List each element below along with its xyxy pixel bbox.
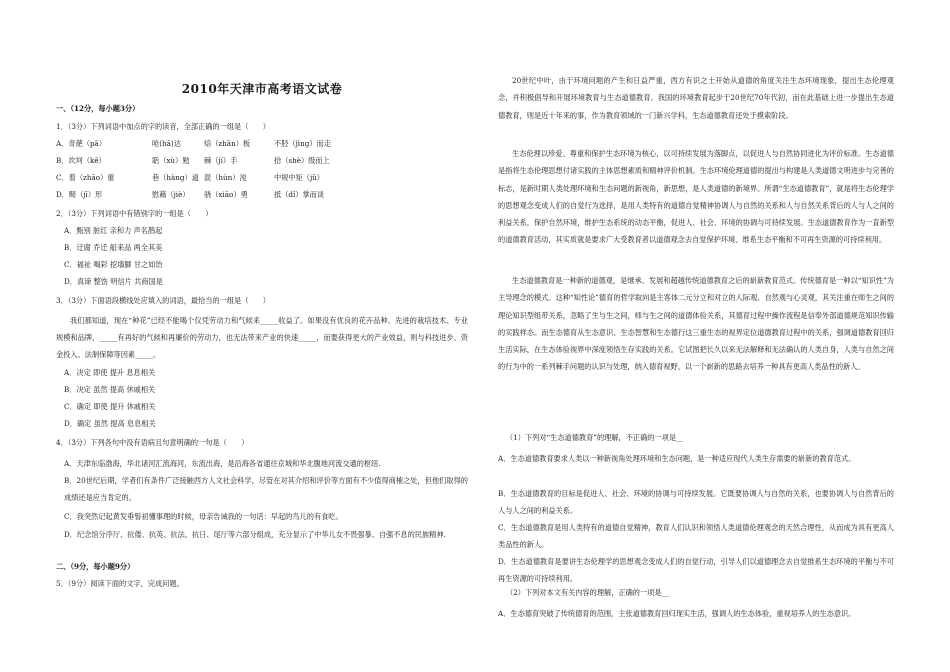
question-1-row-d — [56, 190, 324, 200]
sub-question-1-option-a: A．生态道德教育要求人类以一种新视角处理环境和生态问题，是一种适应现代人类生存需要的崭新的教育范式。 — [498, 454, 856, 463]
q1-c-2: 巷（hàng）道 — [152, 173, 199, 182]
question-2-option-b: B．迂腐 乔迁 船来品 两全其美 — [64, 243, 163, 252]
question-3-option-d: D．确定 虽然 提高 息息相关 — [64, 419, 156, 428]
q1-b-3: 棘（jí）手 — [204, 156, 238, 165]
q1-b-4: 拾（shè）级而上 — [274, 156, 330, 165]
q1-b-2: 聒（xù）勉 — [152, 156, 190, 165]
question-3-option-b: B．决定 虽然 提高 休戚相关 — [64, 385, 156, 394]
question-1-row-a — [56, 139, 331, 149]
sub-question-1-option-c: C．生态道德教育是用人类特有的道德自觉精神，教育人们认识和领悟人类道德伦理观念的天然合理性，从而成为具有更高人类品性的新人。 — [498, 523, 894, 549]
section-2-heading: 二、（9分，每小题9分） — [56, 562, 135, 571]
question-3-option-c: C．确定 即使 提升 休戚相关 — [64, 402, 156, 411]
question-4-option-c: C．我突然记起黄发垂髫初懂事理的时候，母亲告诫我的一句话：早起的鸟儿的有食吃。 — [64, 512, 343, 521]
sub-question-1-option-d: D．生态道德教育是要讲生态伦理学的思想观念变成人们的自觉行动，引导人们以道德理念去自觉推系生态环境的平衡与不可再生资源的可持续利用。 — [498, 557, 894, 583]
question-2-stem: 2．（3分）下列词语中有错别字的一组是（ ） — [56, 209, 213, 218]
passage-paragraph-2: 生态伦理以珍爱、尊重和保护生态环境为核心，以可持续发展为落脚点，以促进人与自然协同进化为评价标准。生态道德是指将生态伦理思想付诸实践的主体思想素质和精神评价机制。生态环境伦理道德的提出与构建是人类道德文明进步与完善的标志，是新时期人类处理环境和生态问题的新视角，新思想，是人类道德的新境界。所谓“生态道德教育”，就是将生态伦理学的思想观念变成人们的自觉行为选择，是用人类特有的道德自觉精神协调人与自然的关系和人与自然关系背后的人与人之间的利益关系，保护自然环境，维护生态系统的动态平衡，促进人、社会、环境的协调与可持续发展。生态道德教育作为一直新型的道德教育活动，其实质就是要求广大受教育者以道德观念去自觉保护环境、维系生态平衡和不可再生资源的可持续利用。 — [498, 149, 894, 245]
question-5-stem: 5．（9分）阅读下面的文字，完成问题。 — [56, 579, 184, 588]
question-4-stem: 4．（3分）下列各句中没有语病且句意明确的一句是（ ） — [56, 438, 249, 447]
sub-question-2-stem: （2）下列对本文有关内容的理解，正确的一项是__ — [506, 588, 669, 597]
sub-question-2-option-a: A．生态德育突破了传统德育的范围，主张道德教育回归现实生活，强调人的生态体验，重视培养人的生态意识。 — [498, 609, 856, 618]
passage-paragraph-1: 20世纪中叶，由于环境问题的产生和日益严重，西方有识之士开始从道德的角度关注生态环境现象，提出生态伦理观念，并积极倡导和开展环境教育与生态道德教育。我国的环境教育起步于20世纪70年代初，而在此基础上进一步提出生态道德教育，则是近十年来的事，作为教育领域的一门新兴学科，生态道德教育还处于摸索阶段。 — [498, 76, 894, 120]
q1-a-1: A．奇葩（pā） — [56, 139, 107, 148]
q1-b-1: B．坎坷（kě） — [56, 156, 106, 165]
question-3-option-a: A．决定 即使 提升 息息相关 — [64, 368, 156, 377]
sub-question-1-stem: （1）下列对“生态道德教育”的理解，不正确的一项是__ — [506, 433, 684, 442]
q1-d-1: D．畸（jī）形 — [56, 190, 103, 199]
question-2-option-a: A．甄别 脏红 亲和力 声名鹊起 — [64, 226, 163, 235]
question-1-stem: 1．（3分）下列词语中加点的字的读音，全部正确的一组是（ ） — [56, 122, 270, 131]
section-1-heading: 一、（12分，每小题3分） — [56, 104, 140, 113]
question-4-option-b: B．20世纪后期，学者们有条件广泛接触西方人文社会科学，尽管在对其介绍和评价等方面有不少值得商榷之处，但他们取得的成绩还是应当肯定的。 — [64, 476, 468, 502]
passage-paragraph-3: 生态道德教育是一种新的道德观，是继承、发展和超越传统道德教育之后的崭新教育范式。传统德育是一种以“知识性”为主导理念的模式。这种“知性论”德育的哲学取向是主客体二元分立和对立的人际观、自然观与心灵观，其关注重在师生之间的理论知识型组带关系，忽略了生与生之间，师与生之间的道德体验关系，其德育过程中操作流程是信奉外部道德规范知识传输的实践样态。而生态德育从生态意识、生态智慧和生态德行这三重生态的视界定位道德教育过程中的关系，强调道德教育回归生活实际，在生态体验视界中深度领悟生存实践的关系。它试图把长久以来无法解释和无法确认的人类自身，人类与自然之间的行为中的一系列棘手问题的认识与处理，纳入德育视野，以一个崭新的思路去培养一种具有更高人类品性的新人。 — [498, 276, 894, 372]
question-2-option-c: C．福祉 喝彩 挖墙脚 甘之如饴 — [64, 260, 163, 269]
q1-c-1: C．着（zhāo）重 — [56, 173, 115, 182]
q1-c-3: 混（hùn）沌 — [204, 173, 247, 182]
q1-a-4: 不胫（jìng）而走 — [274, 139, 331, 148]
page-title: 2010年天津市高考语文试卷 — [181, 82, 343, 96]
q1-a-2: 呛(hā)达 — [152, 139, 181, 148]
question-1-row-b — [56, 156, 330, 166]
q1-c-4: 中规中矩（jǔ） — [274, 173, 324, 182]
q1-d-4: 抵（dǐ）掌而谈 — [274, 190, 325, 199]
question-4-option-d: D．纪念馆分序厅、抗倭、抗英、抗法、抗日、尾厅等六部分组成，充分显示了中华儿女不畏强暴、自强不息的民族精神. — [64, 530, 446, 539]
question-1-row-c — [56, 173, 324, 183]
q1-d-3: 骁（xiāo）勇 — [204, 190, 248, 199]
question-3-passage: 我们都知道，现在“种花”已经不能喝个仅凭劳动力和气候来_____收益了。如果没有优良的花卉品种、先进的栽培技术、专业规模和品牌，_____有再好的气候和再廉价的劳动力，也无法带来产业的快速_____，而要获得更大的产业效益，则与科技进步、资金投入、法制保障等因素_____。 — [56, 316, 468, 359]
question-3-stem: 3．（3分）下面语段横线处应填入的词语，最恰当的一组是（ ） — [56, 296, 270, 305]
q1-a-3: 焙（zhān）板 — [204, 139, 251, 148]
question-4-option-a: A．天津东临渤海，华北诸河汇流海河，东流出海，是沿海各省通往京城和华北腹地河流交通的枢纽. — [64, 459, 381, 468]
question-2-option-d: D．真谛 整饬 明信片 共商国是 — [64, 277, 163, 286]
q1-d-2: 慰藉（jiè） — [152, 190, 190, 199]
sub-question-1-option-b: B．生态道德教育的目标是促进人、社会、环境的协调与可持续发展。它既要协调人与自然的关系，也要协调人与自然背后的人与人之间的利益关系。 — [498, 489, 894, 515]
